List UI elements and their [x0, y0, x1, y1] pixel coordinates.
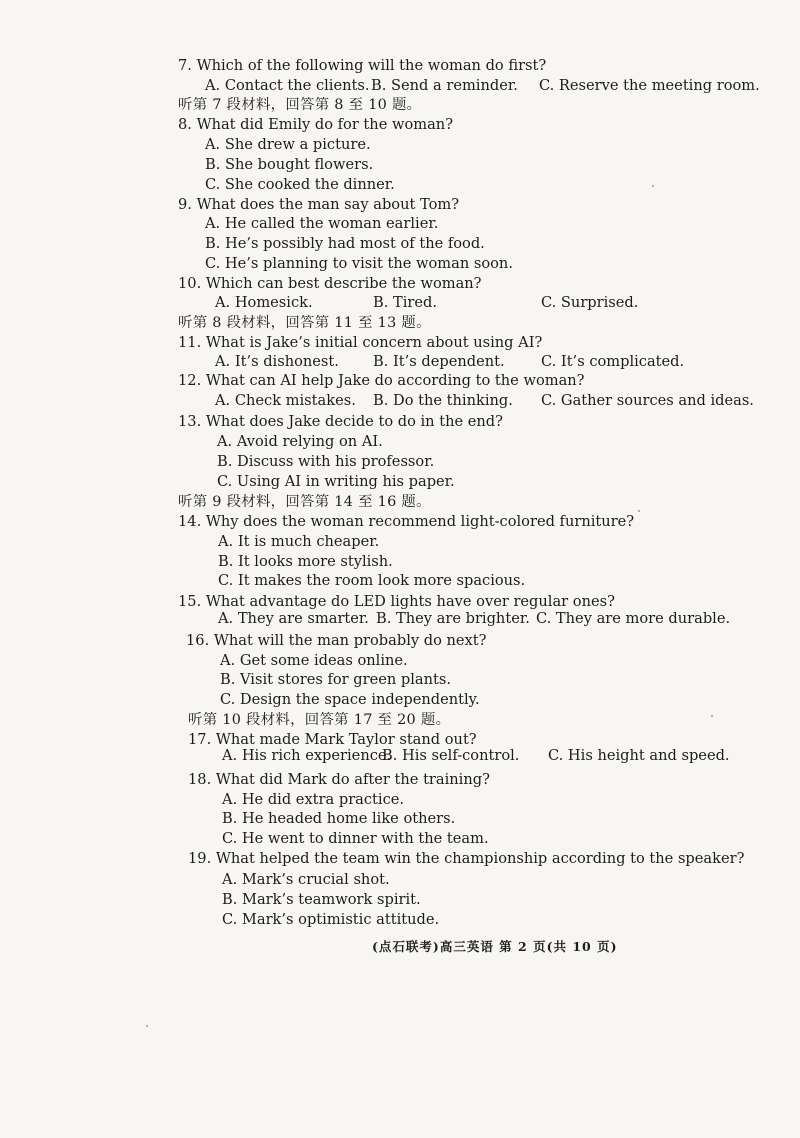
option-8a: A. She drew a picture. [205, 136, 371, 153]
option-15c: C. They are more durable. [536, 610, 731, 627]
option-10a: A. Homesick. [215, 294, 313, 311]
option-7b: B. Send a reminder. [371, 77, 518, 94]
section-heading-10: 听第 10 段材料，回答第 17 至 20 题。 [188, 712, 451, 728]
option-7a: A. Contact the clients. [205, 77, 370, 94]
option-11b: B. It’s dependent. [373, 353, 505, 370]
option-14c: C. It makes the room look more spacious. [218, 572, 526, 589]
scan-speck [652, 185, 654, 187]
option-18b: B. He headed home like others. [222, 810, 456, 827]
option-10c: C. Surprised. [541, 294, 639, 311]
option-7c: C. Reserve the meeting room. [539, 77, 760, 94]
option-18c: C. He went to dinner with the team. [222, 830, 489, 847]
option-16c: C. Design the space independently. [220, 691, 480, 708]
option-12c: C. Gather sources and ideas. [541, 392, 754, 409]
option-15a: A. They are smarter. [218, 610, 369, 627]
scan-speck [146, 1025, 148, 1027]
option-12a: A. Check mistakes. [215, 392, 356, 409]
question-11-stem: 11. What is Jake’s initial concern about using AI? [178, 334, 543, 351]
option-19a: A. Mark’s crucial shot. [222, 871, 390, 888]
section-heading-8: 听第 8 段材料，回答第 11 至 13 题。 [178, 315, 431, 331]
option-14b: B. It looks more stylish. [218, 553, 393, 570]
scan-speck [711, 715, 713, 717]
option-8b: B. She bought flowers. [205, 156, 374, 173]
option-13c: C. Using AI in writing his paper. [217, 473, 455, 490]
option-13b: B. Discuss with his professor. [217, 453, 435, 470]
section-heading-7: 听第 7 段材料，回答第 8 至 10 题。 [178, 97, 422, 113]
option-16a: A. Get some ideas online. [220, 652, 408, 669]
option-17b: B. His self-control. [382, 747, 520, 764]
option-15b: B. They are brighter. [376, 610, 530, 627]
question-13-stem: 13. What does Jake decide to do in the end? [178, 413, 503, 430]
section-heading-9: 听第 9 段材料，回答第 14 至 16 题。 [178, 494, 431, 510]
question-10-stem: 10. Which can best describe the woman? [178, 275, 482, 292]
option-14a: A. It is much cheaper. [218, 533, 380, 550]
question-7-stem: 7. Which of the following will the woman do first? [178, 57, 547, 74]
option-10b: B. Tired. [373, 294, 437, 311]
option-19b: B. Mark’s teamwork spirit. [222, 891, 421, 908]
scan-speck [638, 510, 640, 512]
option-9c: C. He’s planning to visit the woman soon. [205, 255, 513, 272]
option-9a: A. He called the woman earlier. [205, 215, 439, 232]
page-footer: (点石联考)高三英语 第 2 页(共 10 页) [372, 939, 618, 954]
question-16-stem: 16. What will the man probably do next? [186, 632, 487, 649]
question-18-stem: 18. What did Mark do after the training? [188, 771, 490, 788]
question-12-stem: 12. What can AI help Jake do according to the woman? [178, 372, 585, 389]
question-8-stem: 8. What did Emily do for the woman? [178, 116, 454, 133]
option-8c: C. She cooked the dinner. [205, 176, 395, 193]
option-18a: A. He did extra practice. [222, 791, 405, 808]
option-12b: B. Do the thinking. [373, 392, 513, 409]
option-17a: A. His rich experience. [222, 747, 392, 764]
option-11c: C. It’s complicated. [541, 353, 685, 370]
option-11a: A. It’s dishonest. [215, 353, 339, 370]
question-19-stem: 19. What helped the team win the championship according to the speaker? [188, 850, 745, 867]
option-9b: B. He’s possibly had most of the food. [205, 235, 485, 252]
question-9-stem: 9. What does the man say about Tom? [178, 196, 460, 213]
question-15-stem: 15. What advantage do LED lights have over regular ones? [178, 593, 615, 610]
question-14-stem: 14. Why does the woman recommend light-colored furniture? [178, 513, 635, 530]
question-17-stem: 17. What made Mark Taylor stand out? [188, 731, 477, 748]
option-19c: C. Mark’s optimistic attitude. [222, 911, 440, 928]
option-17c: C. His height and speed. [548, 747, 730, 764]
option-13a: A. Avoid relying on AI. [217, 433, 383, 450]
option-16b: B. Visit stores for green plants. [220, 671, 452, 688]
